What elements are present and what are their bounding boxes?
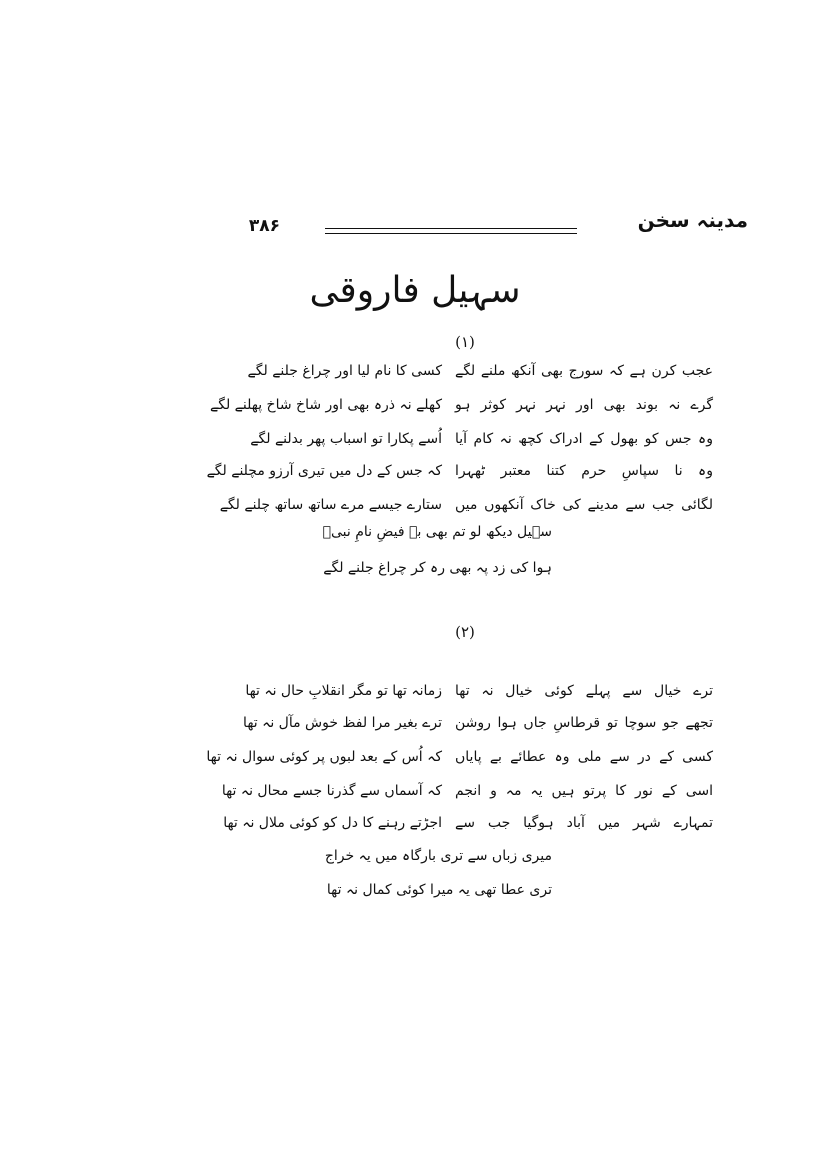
header-double-rule [325, 228, 577, 234]
ghazal-1-number: (۱) [455, 333, 475, 351]
ghazal-1-couplet-4-first: وہ نا سپاسِ حرم کتنا معتبر ٹھہرا [455, 463, 713, 479]
ghazal-2-couplet-5-first: تمہارے شہر میں آباد ہوگیا جب سے [455, 815, 713, 831]
ghazal-1-couplet-2-first: گرے نہ بوند بھی اور نہر نہر کوثر ہو [455, 397, 713, 413]
ghazal-2-maqta-second: تری عطا تھی یہ میرا کوئی کمال نہ تھا [326, 882, 552, 898]
ghazal-2-couplet-4-second: کہ آسماں سے گذرنا جسے محال نہ تھا [221, 783, 442, 799]
ghazal-2-couplet-1-second: زمانہ تھا تو مگر انقلابِ حال نہ تھا [245, 683, 442, 699]
running-header-title: مدینہ سخن [637, 208, 748, 232]
ghazal-1-couplet-3-first: وہ جس کو بھول کے ادراک کچھ نہ کام آیا [455, 431, 713, 447]
ghazal-1-couplet-2-second: کھلے نہ ذرہ بھی اور شاخ شاخ پھلنے لگے [210, 397, 442, 413]
ghazal-2-couplet-4-first: اسی کے نور کا پرتو ہیں یہ مہ و انجم [455, 783, 713, 799]
ghazal-2-couplet-3-first: کسی کے در سے ملی وہ عطائے بے پایاں [455, 749, 713, 765]
ghazal-1-couplet-4-second: کہ جس کے دل میں تیری آرزو مچلنے لگے [206, 463, 442, 479]
ghazal-1-couplet-5-second: ستارے جیسے مرے ساتھ ساتھ چلنے لگے [219, 497, 442, 513]
ghazal-1-maqta-first: سہیل دیکھ لو تم بھی بہ فیضِ نامِ نبیؐ [322, 524, 552, 540]
ghazal-1-couplet-1-first: عجب کرن ہے کہ سورج بھی آنکھ ملنے لگے [455, 363, 713, 379]
ghazal-2-couplet-2-first: تجھے جو سوچا تو قرطاسِ جاں ہوا روشن [455, 715, 713, 731]
ghazal-2-couplet-5-second: اجڑتے رہنے کا دل کو کوئی ملال نہ تھا [223, 815, 442, 831]
ghazal-1-maqta-second: ہوا کی زد پہ بھی رہ کر چراغ جلنے لگے [323, 560, 552, 576]
poet-name: سہیل فاروقی [309, 270, 521, 311]
ghazal-2-couplet-1-first: ترے خیال سے پہلے کوئی خیال نہ تھا [455, 683, 713, 699]
ghazal-1-couplet-5-first: لگائی جب سے مدینے کی خاک آنکھوں میں [455, 497, 713, 513]
page-number: ۳۸۶ [248, 216, 280, 236]
ghazal-2-number: (۲) [455, 623, 475, 641]
ghazal-1-couplet-3-second: اُسے پکارا تو اسباب پھر بدلنے لگے [250, 431, 442, 447]
ghazal-1-couplet-1-second: کسی کا نام لیا اور چراغ جلنے لگے [247, 363, 442, 379]
ghazal-2-couplet-3-second: کہ اُس کے بعد لبوں پر کوئی سوال نہ تھا [206, 749, 442, 765]
ghazal-2-maqta-first: میری زباں سے تری بارگاہ میں یہ خراج [324, 848, 552, 864]
ghazal-2-couplet-2-second: ترے بغیر مرا لفظ خوش مآل نہ تھا [243, 715, 442, 731]
